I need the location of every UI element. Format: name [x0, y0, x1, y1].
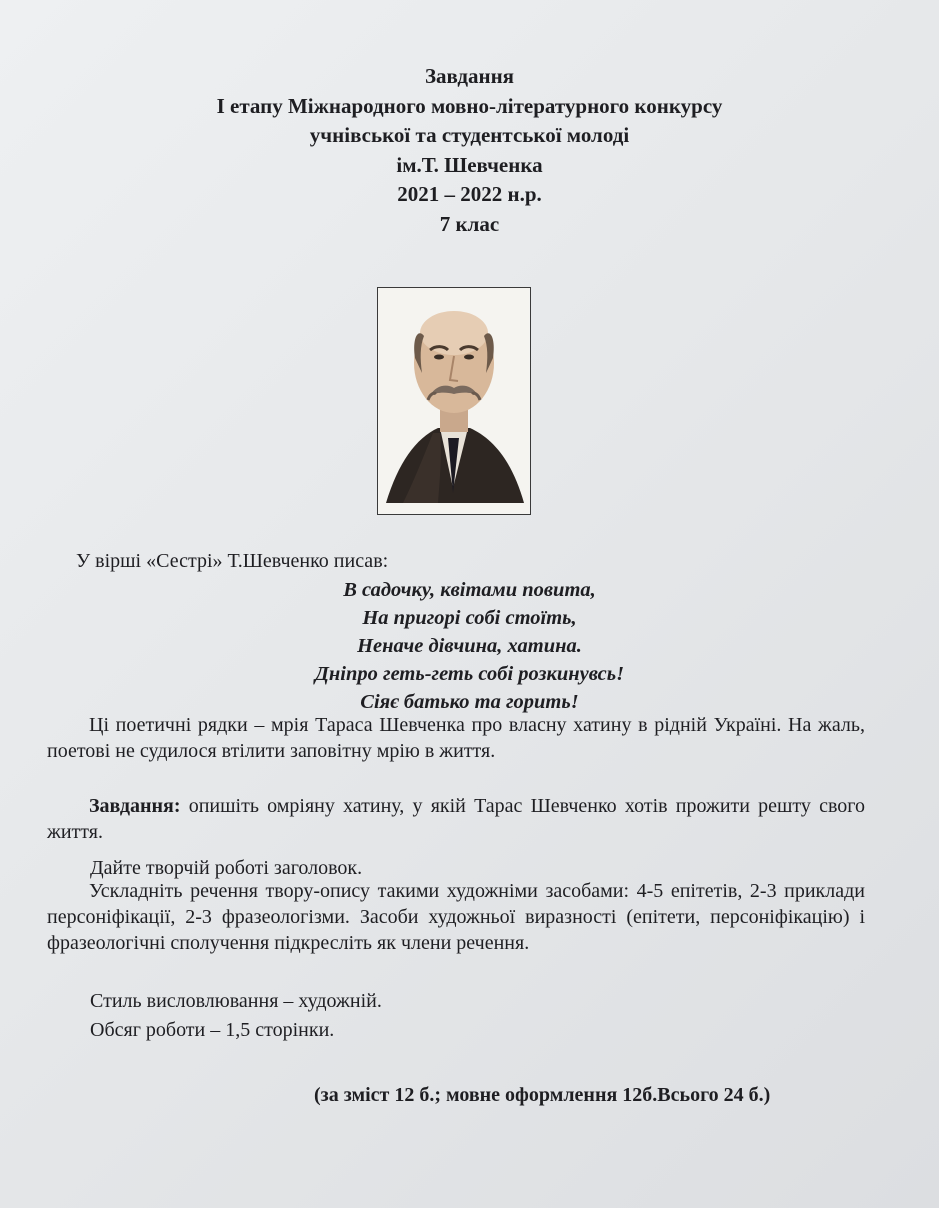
- score-note: (за зміст 12 б.; мовне оформлення 12б.Всього 24 б.): [314, 1084, 771, 1106]
- task-label: Завдання:: [89, 795, 181, 817]
- intro-text: У вірші «Сестрі» Т.Шевченко писав:: [76, 550, 389, 572]
- instruction-volume: Обсяг роботи – 1,5 сторінки.: [90, 1019, 335, 1041]
- header-name: ім.Т. Шевченка: [396, 152, 543, 177]
- instruction-complicate: Ускладніть речення твору-опису такими художніми засобами: 4-5 епітетів, 2-3 приклади персоніфікації, 2-3 фразеологізми. Засоби художньої виразності (епітети, персоніфікацію) і фразеологічні сполучення підкресліть як члени речення.: [47, 880, 865, 954]
- poem-line: Неначе дівчина, хатина.: [357, 635, 582, 657]
- task-text: опишіть омріяну хатину, у якій Тарас Шевченко хотів прожити решту свого життя.: [47, 795, 865, 843]
- header-grade: 7 клас: [439, 211, 500, 236]
- poem-line: На пригорі собі стоїть,: [362, 607, 577, 629]
- poem-line: Дніпро геть-геть собі розкинувсь!: [314, 663, 625, 685]
- paragraph-dream: Ці поетичні рядки – мрія Тараса Шевченка про власну хатину в рідній Україні. На жаль, поетові не судилося втілити заповітну мрію в життя.: [47, 714, 865, 762]
- header-year: 2021 – 2022 н.р.: [397, 182, 542, 206]
- portrait-image: [378, 288, 529, 513]
- document-header: [0, 62, 939, 239]
- header-audience: учнівської та студентської молоді: [309, 123, 630, 147]
- poem-quote: [0, 576, 939, 716]
- instruction-title: Дайте творчій роботі заголовок.: [90, 857, 363, 879]
- header-title: Завдання: [424, 64, 515, 88]
- task-paragraph: [47, 793, 865, 845]
- poem-line: В садочку, квітами повита,: [343, 579, 596, 601]
- shevchenko-portrait: [377, 287, 531, 515]
- instruction-style: Стиль висловлювання – художній.: [90, 990, 382, 1012]
- header-stage: І етапу Міжнародного мовно-літературного конкурсу: [216, 93, 723, 118]
- poem-line: Сіяє батько та горить!: [360, 691, 579, 713]
